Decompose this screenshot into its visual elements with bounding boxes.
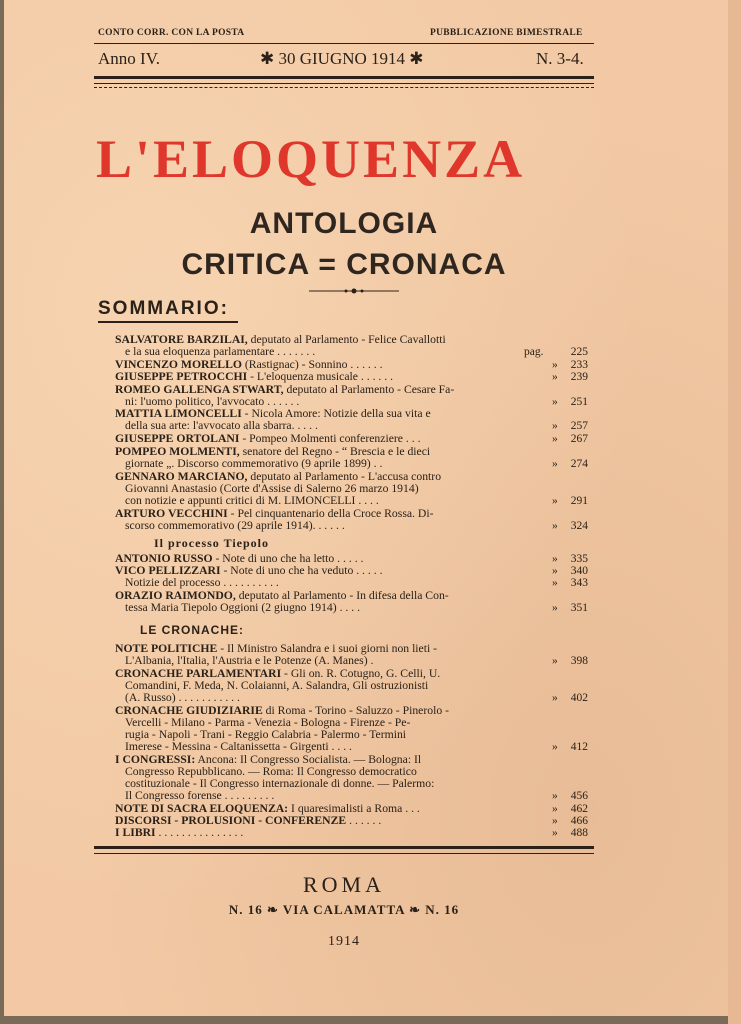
header-rule-thin xyxy=(94,83,594,84)
toc-page xyxy=(524,346,588,358)
toc-text: - Note di uno che ha letto . . . . . xyxy=(212,553,364,565)
toc-text: deputato al Parlamento - In difesa della Con- xyxy=(235,590,449,602)
toc-entry-line: giornate „. Discorso commemorativo (9 aprile 1899) . . xyxy=(125,458,383,470)
toc-author: ANTONIO RUSSO xyxy=(115,553,213,565)
toc-text: I quaresimalisti a Roma . . . xyxy=(288,803,420,815)
toc-entry-line: Giovanni Anastasio (Corte d'Assise di Salerno 26 marzo 1914) xyxy=(125,483,419,495)
toc-entry-line: rugia - Napoli - Trani - Reggio Calabria - Palermo - Termini xyxy=(125,729,407,741)
toc-text: - Note di uno che ha veduto . . . . . xyxy=(220,565,383,577)
toc-entry-line xyxy=(115,754,550,766)
toc-page-number: 225 xyxy=(570,346,588,358)
toc-entry-line: ni: l'uomo politico, l'avvocato . . . . . . xyxy=(125,396,300,408)
toc-entry-line: Comandini, F. Meda, N. Colaianni, A. Salandra, Gli ostruzionisti xyxy=(125,680,429,692)
toc-author: DISCORSI - PROLUSIONI - CONFERENZE xyxy=(115,815,347,827)
toc-text: . . . . . . . . . . . . . . . xyxy=(155,827,244,839)
toc-entry-line: e la sua eloquenza parlamentare . . . . . . . xyxy=(125,346,316,358)
toc-page xyxy=(552,553,588,565)
toc-page-prefix: » xyxy=(552,602,558,614)
magazine-cover xyxy=(4,0,728,1016)
toc-heading: SOMMARIO: xyxy=(98,298,229,319)
toc-page-prefix: » xyxy=(552,520,558,532)
toc-page-prefix: » xyxy=(552,495,558,507)
header-rule-dashed xyxy=(94,87,594,88)
toc-page-number: 488 xyxy=(570,827,588,839)
toc-entry-line xyxy=(115,359,550,371)
toc-page-number: 402 xyxy=(570,692,588,704)
toc-page-number: 291 xyxy=(570,495,588,507)
toc-page-number: 412 xyxy=(570,741,588,753)
toc-page-number: 335 xyxy=(570,553,588,565)
toc-page-number: 466 xyxy=(570,815,588,827)
publisher-city: ROMA xyxy=(302,872,385,897)
page-edge xyxy=(728,0,741,1024)
toc-page-prefix: » xyxy=(552,565,558,577)
masthead-subtitle-2: CRITICA = CRONACA xyxy=(181,248,507,281)
toc-page-number: 456 xyxy=(570,790,588,802)
toc-entry-line xyxy=(115,553,550,565)
toc-entry-line: (A. Russo) . . . . . . . . . . . xyxy=(125,692,240,704)
publisher-address: N. 16 ❧ VIA CALAMATTA ❧ N. 16 xyxy=(228,902,460,917)
toc-author: POMPEO MOLMENTI, xyxy=(115,446,240,458)
toc-author: VICO PELLIZZARI xyxy=(115,565,221,577)
toc-entry-line: della sua arte: l'avvocato alla sbarra. . . . . xyxy=(125,420,318,432)
toc-text: - Il Ministro Salandra e i suoi giorni non lieti - xyxy=(217,643,438,655)
toc-page xyxy=(552,565,588,577)
toc-page-prefix: » xyxy=(552,458,558,470)
toc-page-prefix: » xyxy=(552,371,558,383)
toc-heading-underline xyxy=(98,321,238,323)
toc-page xyxy=(552,420,588,432)
toc-page-prefix: » xyxy=(552,433,558,445)
toc-text: senatore del Regno - “ Brescia e le dieci xyxy=(239,446,431,458)
toc-text: - Nicola Amore: Notizie della sua vita e xyxy=(241,408,431,420)
toc-page xyxy=(552,741,588,753)
issue-number: N. 3-4. xyxy=(536,49,584,68)
publication-year: 1914 xyxy=(328,934,360,949)
toc-text: - Pel cinquantenario della Croce Rossa. Di- xyxy=(227,508,434,520)
toc-page-prefix: » xyxy=(552,577,558,589)
toc-author: SALVATORE BARZILAI, xyxy=(115,334,248,346)
issue-date: ✱ 30 GIUGNO 1914 ✱ xyxy=(260,49,424,68)
footer-rule-thin xyxy=(94,853,594,854)
toc-page xyxy=(552,803,588,815)
header-rule-top xyxy=(94,43,594,44)
toc-entry-line xyxy=(115,668,550,680)
toc-page-prefix: » xyxy=(552,553,558,565)
toc-author: NOTE DI SACRA ELOQUENZA: xyxy=(115,803,289,815)
toc-page xyxy=(552,396,588,408)
toc-page-number: 351 xyxy=(570,602,588,614)
toc-entry-line: costituzionale - Il Congresso internazionale di donne. — Palermo: xyxy=(125,778,435,790)
toc-page-prefix: » xyxy=(552,655,558,667)
toc-entry-line xyxy=(115,827,550,839)
toc-text: (Rastignac) - Sonnino . . . . . . xyxy=(241,359,383,371)
toc-entry-line xyxy=(115,334,550,346)
toc-entry-line xyxy=(115,408,550,420)
toc-entry-line xyxy=(115,803,550,815)
toc-entry-line: Il Congresso forense . . . . . . . . . xyxy=(125,790,275,802)
toc-entry-line xyxy=(115,446,550,458)
toc-page-number: 340 xyxy=(570,565,588,577)
masthead-title: L'ELOQUENZA xyxy=(96,129,526,189)
toc-section-heading: LE CRONACHE: xyxy=(140,623,244,637)
toc-author: ORAZIO RAIMONDO, xyxy=(115,590,236,602)
masthead-subtitle-1: ANTOLOGIA xyxy=(249,207,439,240)
header-rule-thick xyxy=(94,76,594,79)
ornament-divider xyxy=(309,286,399,296)
toc-page xyxy=(552,433,588,445)
toc-page-number: 343 xyxy=(570,577,588,589)
toc-entry-line xyxy=(115,705,550,717)
toc-author: ARTURO VECCHINI xyxy=(115,508,228,520)
toc-entry-line xyxy=(115,565,550,577)
toc-entry-line xyxy=(115,643,550,655)
toc-author: NOTE POLITICHE xyxy=(115,643,218,655)
toc-entry-line: L'Albania, l'Italia, l'Austria e le Potenze (A. Manes) . xyxy=(125,655,374,667)
toc-page xyxy=(552,602,588,614)
toc-text: Ancona: Il Congresso Socialista. — Bologna: Il xyxy=(195,754,422,766)
toc-page xyxy=(552,371,588,383)
toc-entry-line xyxy=(115,508,550,520)
toc-text: . . . . . . xyxy=(346,815,382,827)
toc-author: VINCENZO MORELLO xyxy=(115,359,242,371)
toc-text: deputato al Parlamento - L'accusa contro xyxy=(247,471,442,483)
toc-entry-line: Imerese - Messina - Caltanissetta - Girgenti . . . . xyxy=(125,741,352,753)
toc-page xyxy=(552,827,588,839)
toc-entry-line: Congresso Repubblicano. — Roma: Il Congresso democratico xyxy=(125,766,417,778)
toc-page-prefix: » xyxy=(552,420,558,432)
toc-page-number: 251 xyxy=(570,396,588,408)
toc-page-prefix: » xyxy=(552,827,558,839)
toc-page-prefix: pag. xyxy=(524,346,544,358)
toc-page-number: 324 xyxy=(570,520,588,532)
toc-entry-line: Vercelli - Milano - Parma - Venezia - Bologna - Firenze - Pe- xyxy=(125,717,411,729)
toc-entry-line: Notizie del processo . . . . . . . . . . xyxy=(125,577,279,589)
toc-page xyxy=(552,655,588,667)
footer-rule-thick xyxy=(94,846,594,849)
toc-page xyxy=(552,692,588,704)
toc-text: deputato al Parlamento - Felice Cavallotti xyxy=(247,334,446,346)
toc-page-number: 274 xyxy=(570,458,588,470)
toc-page-number: 257 xyxy=(570,420,588,432)
toc-author: I LIBRI xyxy=(115,827,156,839)
toc-text: - Pompeo Molmenti conferenziere . . . xyxy=(239,433,421,445)
toc-text: - L'eloquenza musicale . . . . . . xyxy=(247,371,394,383)
toc-page-number: 267 xyxy=(570,433,588,445)
publication-note: PUBBLICAZIONE BIMESTRALE xyxy=(430,28,583,38)
toc-author: I CONGRESSI: xyxy=(115,754,196,766)
toc-text: di Roma - Torino - Saluzzo - Pinerolo - xyxy=(262,705,450,717)
toc-page xyxy=(552,815,588,827)
toc-page xyxy=(552,577,588,589)
toc-page xyxy=(552,495,588,507)
toc-entry-line xyxy=(115,433,550,445)
toc-author: ROMEO GALLENGA STWART, xyxy=(115,384,284,396)
toc-page-number: 462 xyxy=(570,803,588,815)
toc-author: CRONACHE PARLAMENTARI xyxy=(115,668,282,680)
toc-page-prefix: » xyxy=(552,741,558,753)
toc-text: deputato al Parlamento - Cesare Fa- xyxy=(283,384,455,396)
toc-page-number: 398 xyxy=(570,655,588,667)
toc-page-prefix: » xyxy=(552,803,558,815)
postal-note: CONTO CORR. CON LA POSTA xyxy=(98,28,245,38)
toc-entry-line xyxy=(115,590,550,602)
toc-section-heading: Il processo Tiepolo xyxy=(154,536,270,550)
toc-page-prefix: » xyxy=(552,790,558,802)
toc-entry-line: tessa Maria Tiepolo Oggioni (2 giugno 1914) . . . . xyxy=(125,602,361,614)
toc-page-prefix: » xyxy=(552,692,558,704)
toc-page xyxy=(552,359,588,371)
toc-page xyxy=(552,790,588,802)
toc-page-prefix: » xyxy=(552,359,558,371)
toc-author: GENNARO MARCIANO, xyxy=(115,471,248,483)
toc-entry-line xyxy=(115,815,550,827)
toc-author: CRONACHE GIUDIZIARIE xyxy=(115,705,263,717)
toc-author: GIUSEPPE ORTOLANI xyxy=(115,433,240,445)
toc-text: - Gli on. R. Cotugno, G. Celli, U. xyxy=(281,668,441,680)
toc-page-number: 233 xyxy=(570,359,588,371)
toc-author: MATTIA LIMONCELLI xyxy=(115,408,242,420)
toc-page xyxy=(552,458,588,470)
toc-entry-line: scorso commemorativo (29 aprile 1914). . . . . . xyxy=(125,520,345,532)
toc-page-prefix: » xyxy=(552,396,558,408)
year-label: Anno IV. xyxy=(98,49,161,68)
toc-page-number: 239 xyxy=(570,371,588,383)
toc-entry-line: con notizie e appunti critici di M. LIMONCELLI . . . . xyxy=(125,495,379,507)
toc-page xyxy=(552,520,588,532)
toc-entry-line xyxy=(115,371,550,383)
toc-entry-line xyxy=(115,471,550,483)
toc-entry-line xyxy=(115,384,550,396)
toc-author: GIUSEPPE PETROCCHI xyxy=(115,371,248,383)
toc-page-prefix: » xyxy=(552,815,558,827)
